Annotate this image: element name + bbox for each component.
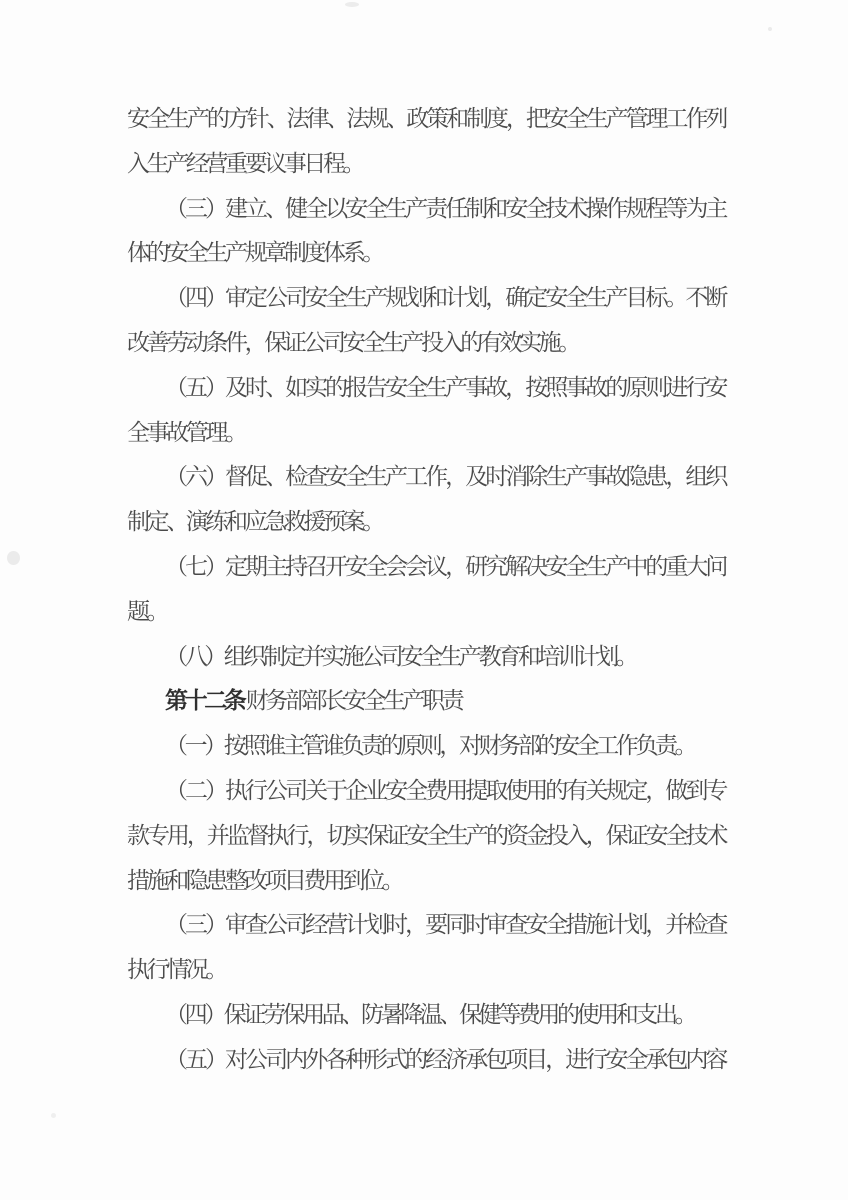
doc-line: （三）建立、健全以安全生产责任制和安全技术操作规程等为主 xyxy=(165,195,725,221)
scan-artifact xyxy=(7,551,20,565)
doc-line: （二）执行公司关于企业安全费用提取使用的有关规定，做到专 xyxy=(165,777,725,803)
doc-line: （六）督促、检查安全生产工作，及时消除生产事故隐患，组织 xyxy=(165,464,725,490)
doc-line: （八）组织制定并实施公司安全生产教育和培训计划。 xyxy=(165,643,636,669)
scan-artifact xyxy=(768,27,772,31)
doc-line: （三）审查公司经营计划时，要同时审查安全措施计划，并检查 xyxy=(165,912,725,938)
article-number: 第十二条 xyxy=(165,688,244,714)
doc-line: 全事故管理。 xyxy=(127,419,245,445)
doc-line: 改善劳动条件，保证公司安全生产投入的有效实施。 xyxy=(127,329,578,355)
doc-line: 制定、演练和应急救援预案。 xyxy=(127,509,382,535)
doc-line: 款专用，并监督执行，切实保证安全生产的资金投入，保证安全技术 xyxy=(127,822,725,848)
doc-line: 题。 xyxy=(127,598,167,624)
doc-line: （四）审定公司安全生产规划和计划，确定安全生产目标。不断 xyxy=(165,285,725,311)
doc-line: （四）保证劳保用品、防暑降温、保健等费用的使用和支出。 xyxy=(165,1001,695,1027)
doc-line: （五）对公司内外各种形式的经济承包项目，进行安全承包内容 xyxy=(165,1046,725,1072)
scan-artifact xyxy=(345,2,359,7)
doc-line: 执行情况。 xyxy=(127,957,226,983)
doc-line: 体的安全生产规章制度体系。 xyxy=(127,240,382,266)
doc-line: 安全生产的方针、法律、法规、政策和制度，把安全生产管理工作列 xyxy=(127,106,725,131)
doc-line: （一）按照谁主管谁负责的原则，对财务部的安全工作负责。 xyxy=(165,733,695,759)
doc-line: （五）及时、如实的报告安全生产事故，按照事故的原则进行安 xyxy=(165,374,725,400)
scan-artifact xyxy=(51,1113,56,1118)
doc-line: （七）定期主持召开安全会会议，研究解决安全生产中的重大问 xyxy=(165,553,725,579)
article-heading-line: 第十二条 财务部部长安全生产职责 xyxy=(165,688,462,714)
document-text-block xyxy=(127,97,725,1083)
doc-line: 入生产经营重要议事日程。 xyxy=(127,150,363,176)
doc-line: 措施和隐患整改项目费用到位。 xyxy=(127,867,402,893)
